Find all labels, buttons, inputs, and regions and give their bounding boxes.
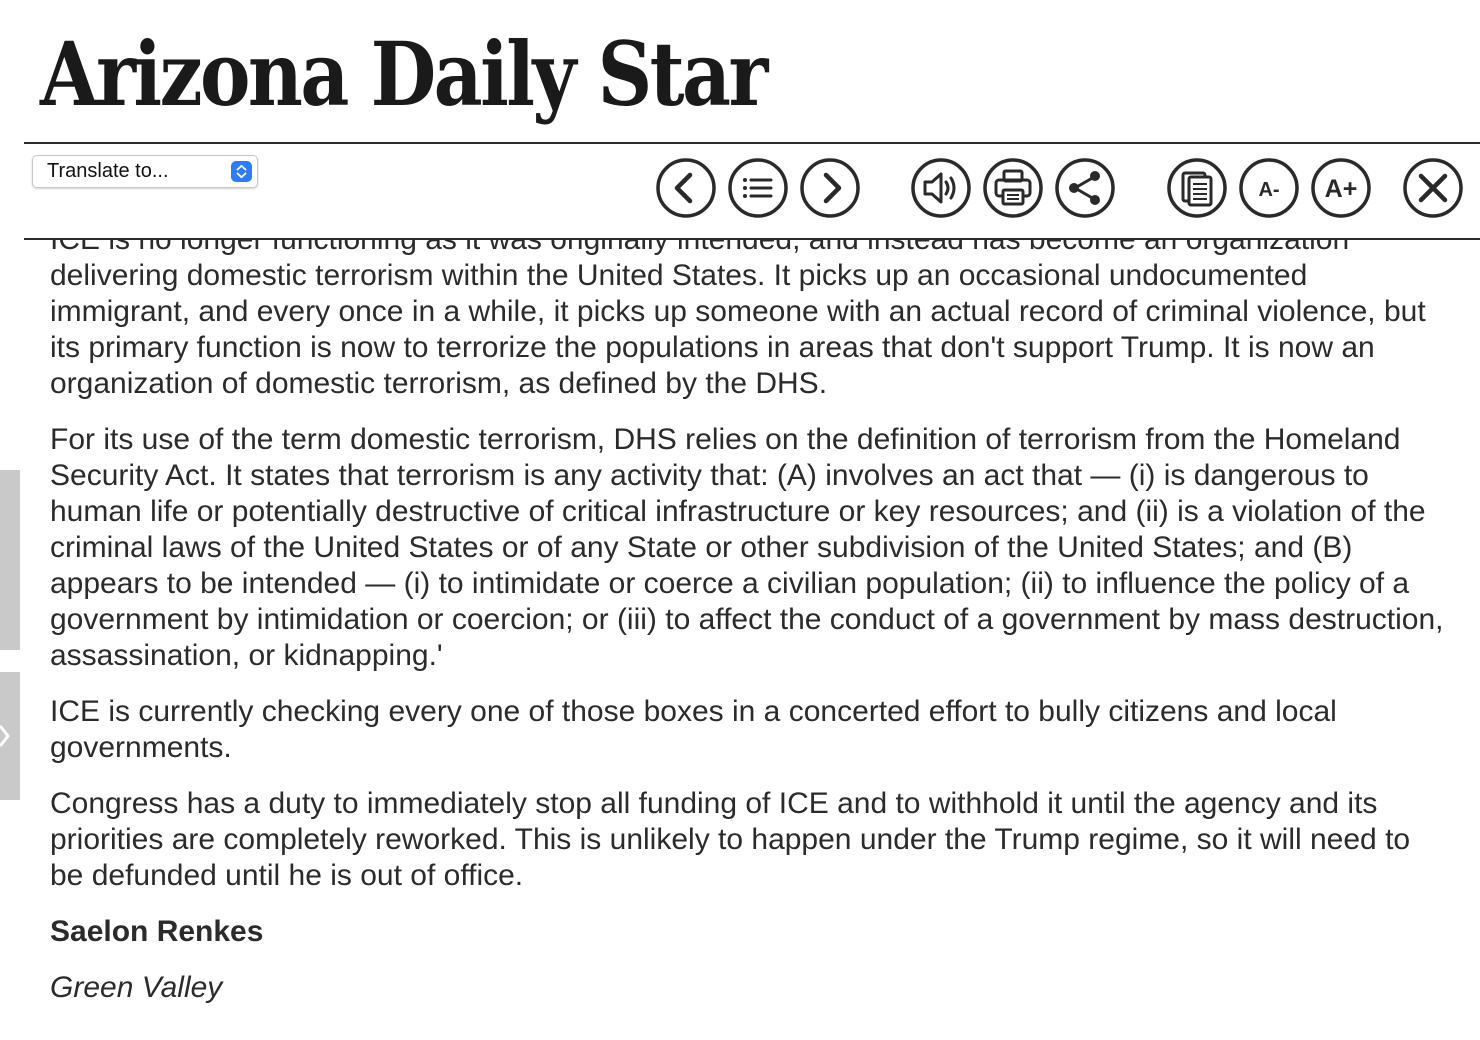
next-icon [799,157,861,219]
copy-icon [1166,157,1228,219]
next-button[interactable] [799,157,861,219]
translate-dropdown-label: Translate to... [47,160,169,182]
decrease-font-icon [1238,157,1300,219]
speaker-icon [910,157,972,219]
dropdown-arrows-icon [231,161,252,182]
printer-icon [982,157,1044,219]
masthead-divider [24,142,1480,144]
article-content [50,222,1450,1006]
author-name: Saelon Renkes [50,915,264,948]
side-scroll-tab[interactable] [0,470,20,650]
decrease-font-label: A- [1258,179,1280,201]
close-icon [1402,157,1464,219]
chevron-right-icon [0,724,12,748]
author-location: Green Valley [50,971,223,1004]
masthead-logo [40,14,800,134]
increase-font-label: A+ [1324,175,1358,203]
article-paragraph-2: For its use of the term domestic terrorism, DHS relies on the definition of terrorism from the Homeland Security Act. It states that terrorism is any activity that: (A) involves an act that — (i) is dangerous to human life or potentially destructive of critical infrastructure or key resources; and (ii) is a violation of the criminal laws of the United States or of any State or other subdivision of the United States; and (B) appears to be intended — (i) to intimidate or coerce a civilian population; (ii) to influence the policy of a government by intimidation or coercion; or (iii) to affect the conduct of a government by mass destruction, assassination, or kidnapping.' [50,423,1444,672]
copy-button[interactable] [1166,157,1228,219]
list-icon [727,157,789,219]
side-expand-tab[interactable] [0,672,20,800]
increase-font-icon [1310,157,1372,219]
close-button[interactable] [1402,157,1464,219]
previous-icon [655,157,717,219]
toolbar-divider [24,238,1480,240]
share-button[interactable] [1054,157,1116,219]
masthead-title: Arizona Daily Star [40,22,766,126]
list-button[interactable] [727,157,789,219]
previous-button[interactable] [655,157,717,219]
decrease-font-button[interactable] [1238,157,1300,219]
article-paragraph-1: delivering domestic terrorism within the United States. It picks up an occasional undocumented immigrant, and every once in a while, it picks up someone with an actual record of criminal violence, but its primary function is now to terrorize the populations in areas that don't support Trump. It is now an organization of domestic terrorism, as defined by the DHS. [50,259,1426,400]
listen-button[interactable] [910,157,972,219]
increase-font-button[interactable] [1310,157,1372,219]
article-paragraph-4: Congress has a duty to immediately stop all funding of ICE and to withhold it until the agency and its priorities are completely reworked. This is unlikely to happen under the Trump regime, so it will need to be defunded until he is out of office. [50,787,1411,892]
header-bar [0,0,1480,238]
article-paragraph-3: ICE is currently checking every one of those boxes in a concerted effort to bully citizens and local governments. [50,695,1337,764]
print-button[interactable] [982,157,1044,219]
translate-dropdown[interactable] [32,155,258,188]
share-icon [1054,157,1116,219]
